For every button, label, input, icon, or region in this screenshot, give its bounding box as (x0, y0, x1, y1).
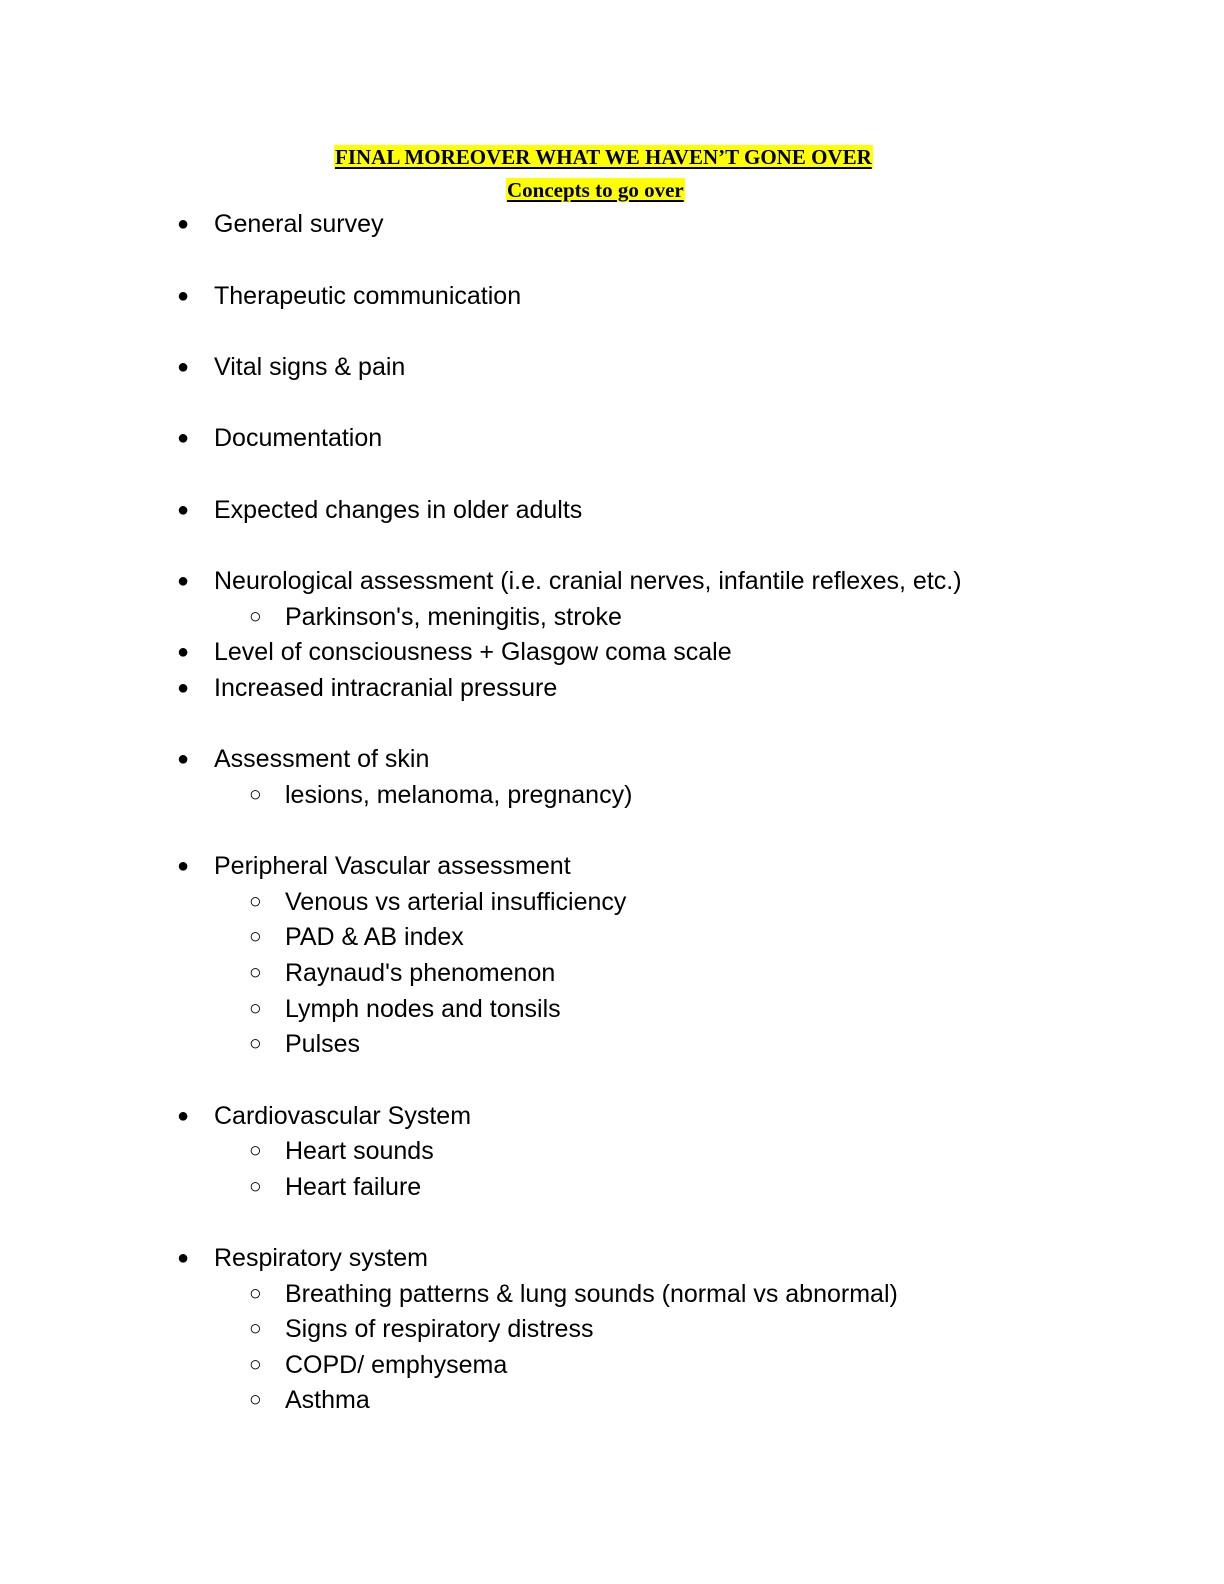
bullet-icon: ● (177, 499, 190, 521)
document-title: FINAL MOREOVER WHAT WE HAVEN’T GONE OVER (335, 145, 872, 169)
circle-bullet-icon: ○ (249, 1032, 262, 1055)
circle-bullet-icon: ○ (249, 1282, 262, 1305)
bullet-icon: ● (177, 677, 190, 699)
bullet-icon: ● (177, 427, 190, 449)
circle-bullet-icon: ○ (249, 783, 262, 806)
circle-bullet-icon: ○ (249, 1175, 262, 1198)
bullet-icon: ● (177, 356, 190, 378)
circle-bullet-icon: ○ (249, 961, 262, 984)
circle-bullet-icon: ○ (249, 1353, 262, 1376)
bullet-icon: ● (177, 1247, 190, 1269)
circle-bullet-icon: ○ (249, 997, 262, 1020)
document-subtitle: Concepts to go over (507, 178, 684, 202)
bullet-icon: ● (177, 213, 190, 235)
bullet-icon: ● (177, 570, 190, 592)
bullet-icon: ● (177, 285, 190, 307)
circle-bullet-icon: ○ (249, 605, 262, 628)
bullet-icon: ● (177, 1105, 190, 1127)
circle-bullet-icon: ○ (249, 1317, 262, 1340)
circle-bullet-icon: ○ (249, 1388, 262, 1411)
circle-bullet-icon: ○ (249, 1139, 262, 1162)
bullet-icon: ● (177, 748, 190, 770)
bullet-icon: ● (177, 641, 190, 663)
circle-bullet-icon: ○ (249, 925, 262, 948)
circle-bullet-icon: ○ (249, 890, 262, 913)
bullet-icon: ● (177, 855, 190, 877)
